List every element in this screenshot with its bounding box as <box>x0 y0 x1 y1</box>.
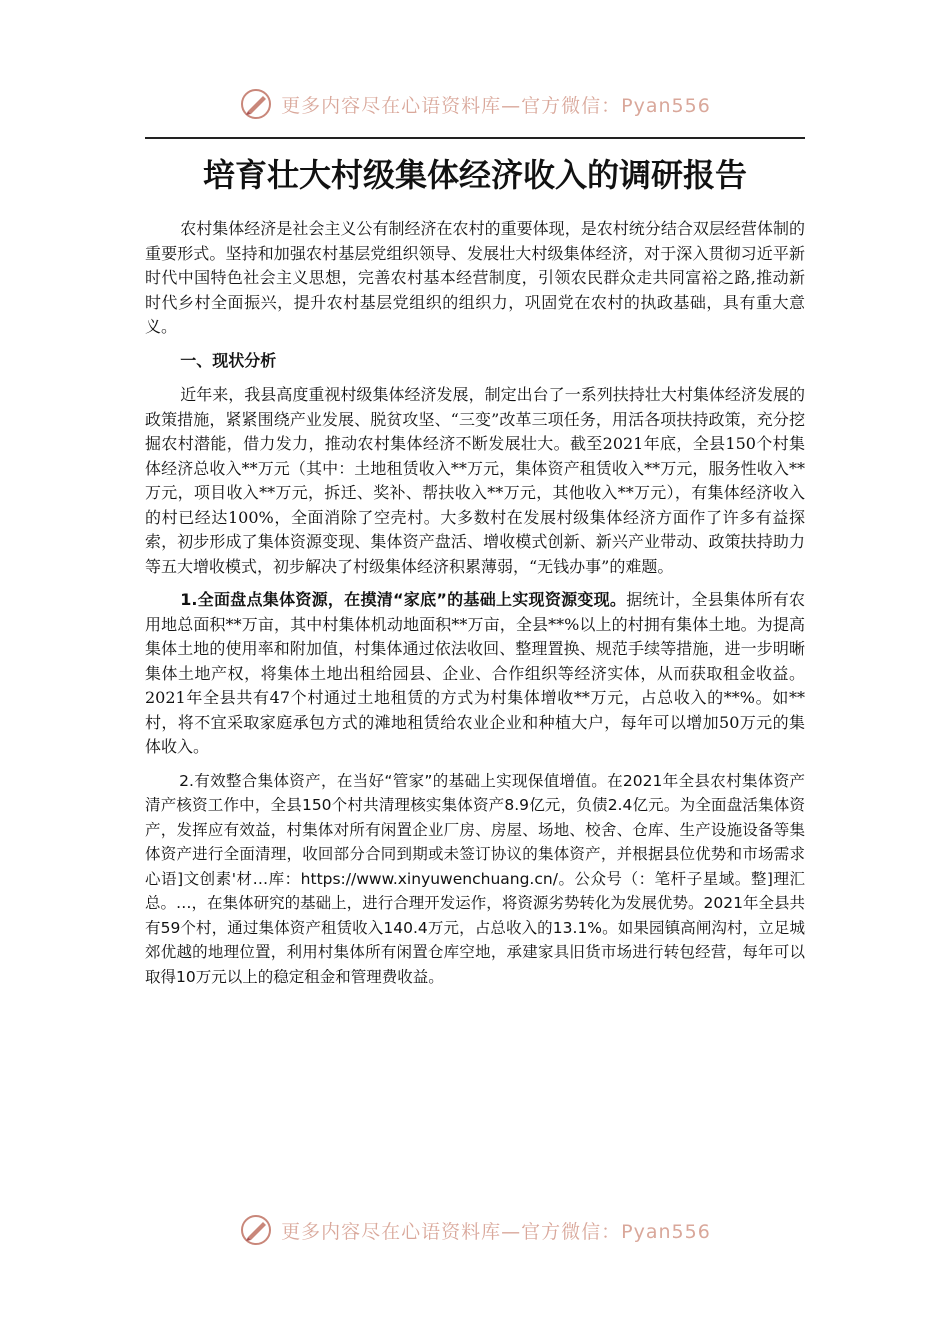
document-body <box>145 217 805 998</box>
document-title: 培育壮大村级集体经济收入的调研报告 <box>202 156 747 194</box>
item-1-lead: 1.全面盘点集体资源，在摸清“家底”的基础上实现资源变现。 <box>180 590 627 609</box>
item-1-paragraph <box>145 588 805 760</box>
intro-paragraph: 农村集体经济是社会主义公有制经济在农村的重要体现，是农村统分结合双层经营体制的重要形式。坚持和加强农村基层党组织领导、发展壮大村级集体经济，对于深入贯彻习近平新时代中国特色社会主义思想，完善农村基本经营制度，引领农民群众走共同富裕之路,推动新时代乡村全面振兴，提升农村基层党组织的组织力，巩固党在农村的执政基础，具有重大意义。 <box>145 219 805 336</box>
item-2-paragraph: 2.有效整合集体资产，在当好“管家”的基础上实现保值增值。在2021年全县农村集体资产清产核资工作中，全县150个村共清理核实集体资产8.9亿元，负债2.4亿元。为全面盘活集体资产，发挥应有效益，村集体对所有闲置企业厂房、房屋、场地、校舍、仓库、生产设施设备等集体资产进行全面清理，收回部分合同到期或未签订协议的集体资产，并根据县位优势和市场需求心语]文创素'材…库：https://www.xinyuwenchuang.cn/。公众号（：笔杆子星域。整]理汇总。…，在集体研究的基础上，进行合理开发运作，将资源劣势转化为发展优势。2021年全县共有59个村，通过集体资产租赁收入140.4万元，占总收入的13.1%。如果园镇高闸沟村，立足城郊优越的地理位置，利用村集体所有闲置仓库空地，承建家具旧货市场进行转包经营，每年可以取得10万元以上的稳定租金和管理费收益。 <box>145 771 805 986</box>
watermark-text: 更多内容尽在心语资料库—官方微信：Pyan556 <box>281 94 711 117</box>
watermark-footer <box>0 1210 950 1250</box>
watermark-logo-icon <box>239 1213 273 1247</box>
item-1-body: 据统计，全县集体所有农用地总面积**万亩，其中村集体机动地面积**万亩，全县**%以上的村拥有集体土地。为提高集体土地的使用率和附加值，村集体通过依法收回、整理置换、规范手续等措施，进一步明晰集体土地产权，将集体土地出租给园县、企业、合作组织等经济实体，从而获取租金收益。2021年全县共有47个村通过土地租赁的方式为村集体增收**万元，占总收入的**%。如**村，将不宜采取家庭承包方式的滩地租赁给农业企业和种植大户，每年可以增加50万元的集体收入。 <box>145 590 805 756</box>
header-rule <box>145 137 805 139</box>
watermark-text: 更多内容尽在心语资料库—官方微信：Pyan556 <box>281 1220 711 1243</box>
section-heading: 一、现状分析 <box>180 350 277 370</box>
watermark-logo-icon <box>239 87 273 121</box>
section-paragraph: 近年来，我县高度重视村级集体经济发展，制定出台了一系列扶持壮大村集体经济发展的政策措施，紧紧围绕产业发展、脱贫攻坚、“三变”改革三项任务，用活各项扶持政策，充分挖掘农村潜能，借力发力，推动农村集体经济不断发展壮大。截至2021年底，全县150个村集体经济总收入**万元（其中：土地租赁收入**万元，集体资产租赁收入**万元，服务性收入**万元，项目收入**万元，拆迁、奖补、帮扶收入**万元，其他收入**万元），有集体经济收入的村已经达100%，全面消除了空壳村。大多数村在发展村级集体经济方面作了许多有益探索，初步形成了集体资源变现、集体资产盘活、增收模式创新、新兴产业带动、政策扶持助力等五大增收模式，初步解决了村级集体经济积累薄弱，“无钱办事”的难题。 <box>145 385 805 576</box>
watermark-header <box>0 84 950 124</box>
